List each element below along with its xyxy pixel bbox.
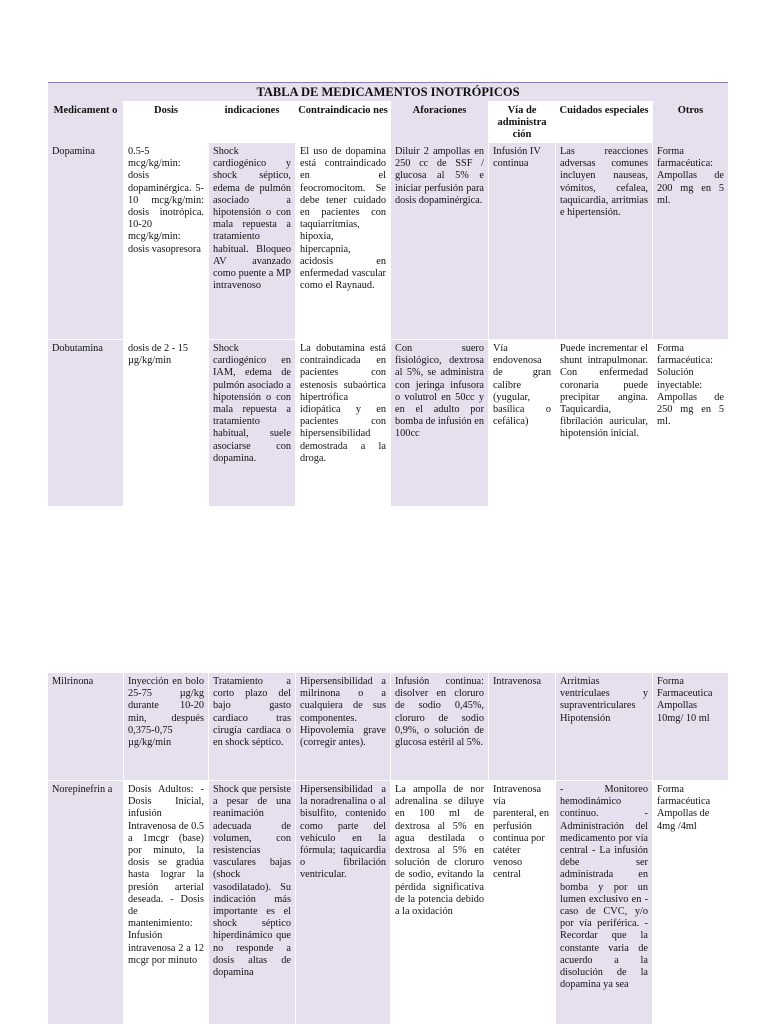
drug-name: Dopamina xyxy=(48,143,123,339)
dilution-cell: Infusión continua: disolver en cloruro de sodio 0,45%, cloruro de sodio 0,9%, o solución de glucosa estéril al 5%. xyxy=(391,673,488,780)
dose-cell: Inyección en bolo 25-75 µg/kg durante 10-20 min, después 0,375-0,75 µg/kg/min xyxy=(124,673,208,780)
header-via: Vía de administra ción xyxy=(489,101,555,143)
indications-cell: Shock cardiogénico y shock séptico, edema de pulmón asociado a hipotensión o con mala repuesta a tratamiento habitual. Bloqueo AV avanzado como puente a MP intravenoso xyxy=(209,143,295,339)
dose-cell: Dosis Adultos: - Dosis Inicial, infusión Intravenosa de 0.5 a 1mcgr (base) por minuto, la dosis se gradúa hasta lograr la presión arterial deseada. - Dosis de mantenimiento: Infusión intravenosa 2 a 12 mcgr por minuto xyxy=(124,781,208,1024)
header-dosis: Dosis xyxy=(124,101,208,143)
header-aforaciones: Aforaciones xyxy=(391,101,488,143)
dilution-cell: La ampolla de nor adrenalina se diluye en 100 ml de dextrosa al 5% en agua destilada o dextrosa al 5% en solución de cloruro de sodio, evitando la pérdida significativa de la potencia debido a la oxidación xyxy=(391,781,488,1024)
dilution-cell: Diluir 2 ampollas en 250 cc de SSF / glucosa al 5% e iniciar perfusión para dosis dopaminérgica. xyxy=(391,143,488,339)
care-cell: - Monitoreo hemodinámico continuo. - Administración del medicamento por vía central - La infusión debe ser administrada en bomba y por un lumen exclusivo en - caso de CVC, y/o por vía periférica. - Recordar que la constante varia de acuerdo a la disolución de la dopamina ya sea xyxy=(556,781,652,1024)
dilution-cell: Con suero fisiológico, dextrosa al 5%, se administra con jeringa infusora o volutrol en 50cc y en el adulto por bomba de infusión en 100cc xyxy=(391,340,488,506)
contraindications-cell: La dobutamina está contraindicada en pacientes con estenosis subaórtica hipertrófica idiopática y en pacientes con hipersensibilidad demostrada a la droga. xyxy=(296,340,390,506)
other-cell: Forma farmacéutica: Solución inyectable: Ampollas de 250 mg en 5 ml. xyxy=(653,340,728,506)
route-cell: Vía endovenosa de gran calibre (yugular, basílica o cefálica) xyxy=(489,340,555,506)
indications-cell: Tratamiento a corto plazo del bajo gasto cardiaco tras cirugía cardiaca o en shock séptico. xyxy=(209,673,295,780)
other-cell: Forma farmacéutica Ampollas de 4mg /4ml xyxy=(653,781,728,1024)
header-medicamento: Medicament o xyxy=(48,101,123,143)
header-contraindicaciones: Contraindicacio nes xyxy=(296,101,390,143)
table-title: TABLA DE MEDICAMENTOS INOTRÓPICOS xyxy=(48,82,728,101)
route-cell: Infusión IV continua xyxy=(489,143,555,339)
care-cell: Las reacciones adversas comunes incluyen nauseas, vómitos, cefalea, taquicardia, arritmias e hipertensión. xyxy=(556,143,652,339)
contraindications-cell: Hipersensibilidad a la noradrenalina o al bisulfito, contenido como parte del vehículo en la fórmula; taquicardia o fibrilación ventricular. xyxy=(296,781,390,1024)
dose-cell: dosis de 2 - 15 µg/kg/min xyxy=(124,340,208,506)
route-cell: Intravenosa xyxy=(489,673,555,780)
other-cell: Forma farmacéutica: Ampollas de 200 mg en 5 ml. xyxy=(653,143,728,339)
indications-cell: Shock cardiogénico en IAM, edema de pulmón asociado a hipotensión o con mala repuesta a tratamiento habitual, suele asociarse con dopamina. xyxy=(209,340,295,506)
dose-cell: 0.5-5 mcg/kg/min: dosis dopaminérgica. 5-10 mcg/kg/min: dosis inotrópica. 10-20 mcg/kg/min: dosis vasopresora xyxy=(124,143,208,339)
route-cell: Intravenosa vía parenteral, en perfusión continua por catéter venoso central xyxy=(489,781,555,1024)
other-cell: Forma Farmaceutica Ampollas 10mg/ 10 ml xyxy=(653,673,728,780)
contraindications-cell: Hipersensibilidad a milrinona o a cualquiera de sus componentes. Hipovolemia grave (corregir antes). xyxy=(296,673,390,780)
header-cuidados: Cuidados especiales xyxy=(556,101,652,143)
care-cell: Arritmias ventriculaes y supraventriculares Hipotensión xyxy=(556,673,652,780)
header-indicaciones: indicaciones xyxy=(209,101,295,143)
drug-name: Milrinona xyxy=(48,673,123,780)
care-cell: Puede incrementar el shunt intrapulmonar. Con enfermedad coronaria puede precipitar angina. Taquicardia, fibrilación auricular, hipotensión inicial. xyxy=(556,340,652,506)
indications-cell: Shock que persiste a pesar de una reanimación adecuada de volumen, con resistencias vasculares bajas (shock vasodilatado). Su indicación más importante es el shock séptico hiperdinámico que no responde a dosis altas de dopamina xyxy=(209,781,295,1024)
drug-name: Norepinefrin a xyxy=(48,781,123,1024)
header-otros: Otros xyxy=(653,101,728,143)
drug-name: Dobutamina xyxy=(48,340,123,506)
contraindications-cell: El uso de dopamina está contraindicado en el feocromocitom. Se debe tener cuidado en pacientes con taquiarritmias, hipoxia, hipercapnia, acidosis en enfermedad vascular como el Raynaud. xyxy=(296,143,390,339)
